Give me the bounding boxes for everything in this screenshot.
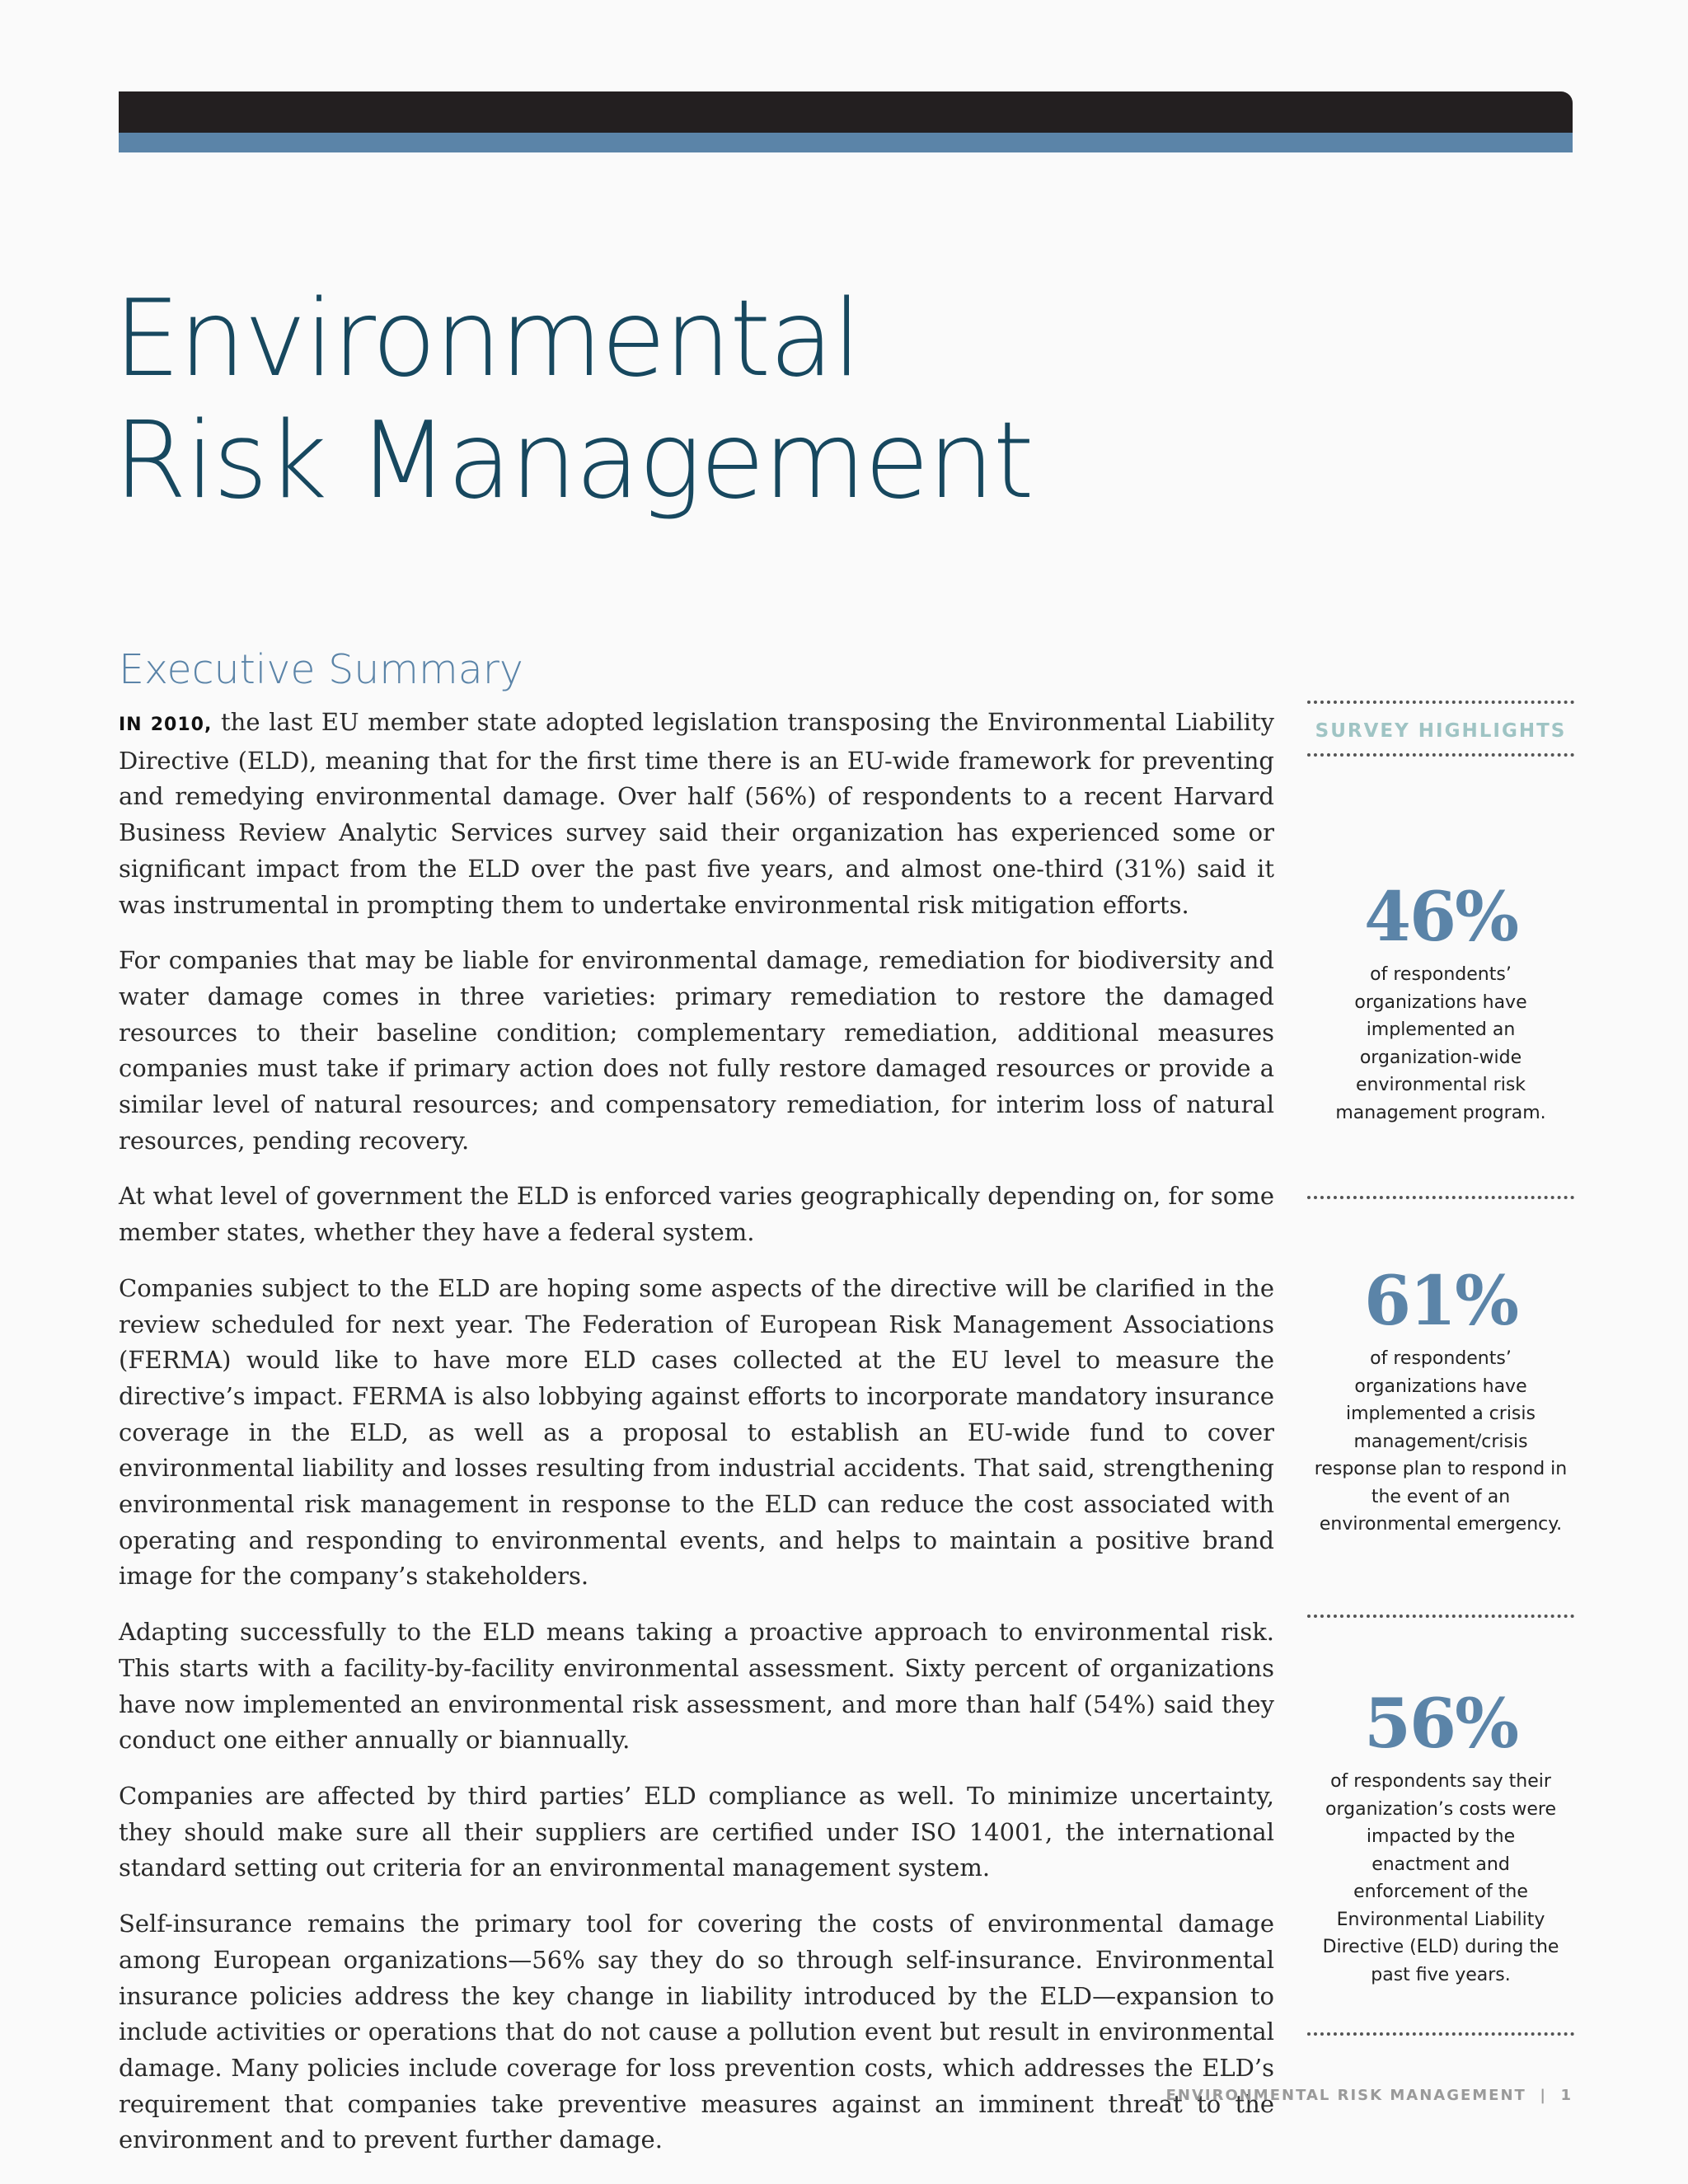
page-footer: ENVIRONMENTAL RISK MANAGEMENT | 1 [1165, 2087, 1573, 2104]
divider [1307, 1615, 1574, 1618]
paragraph-1 [119, 705, 1274, 923]
title-line-2: Risk Management [114, 400, 1033, 523]
paragraph-5: Adapting successfully to the ELD means taking a proactive approach to environmental risk. This starts with a facility-by-facility environmental assessment. Sixty percent of organizations have now implemented an environmental risk assessment, and more than half (54%) said they conduct one either annually or biannually. [119, 1618, 1274, 1755]
title-line-1: Environmental [114, 278, 860, 401]
paragraph-2: For companies that may be liable for environmental damage, remediation for biodiversity and water damage comes in three varieties: primary remediation to restore the damaged resources to their baseline condition; complementary remediation, additional measures companies must take if primary action does not fully restore damaged resources or provide a similar level of natural resources; and compensatory remediation, for interim loss of natural resources, pending recovery. [119, 946, 1274, 1155]
section-heading: Executive Summary [119, 646, 523, 693]
divider [1307, 753, 1574, 757]
sidebar-label: SURVEY HIGHLIGHTS [1315, 720, 1567, 742]
stat-description: of respondents say their organization’s costs were impacted by the enactment and enforcement of the Environmental Liability Directive (ELD) during the past five years. [1322, 1771, 1559, 1985]
paragraph-1-text: the last EU member state adopted legislation transposing the Environmental Liability Directive (ELD), meaning that for the first time there is an EU-wide framework for preventing and remedying environmental damage. Over half (56%) of respondents to a recent Harvard Business Review Analytic Services survey said their organization has experienced some or significant impact from the ELD over the past five years, and almost one-third (31%) said it was instrumental in prompting them to undertake environmental risk mitigation efforts. [119, 708, 1274, 919]
paragraph-7: Self-insurance remains the primary tool for covering the costs of environmental damage among European organizations—56% say they do so through self-insurance. Environmental insurance policies address the key change in liability introduced by the ELD—expansion to include activities or operations that do not cause a pollution event but result in environmental damage. Many policies include coverage for loss prevention costs, which addresses the ELD’s requirement that companies take preventive measures against an imminent threat to the environment and to prevent further damage. [119, 1910, 1274, 2154]
stat-value: 61% [1363, 1262, 1518, 1341]
article-body [119, 705, 1274, 2178]
divider [1307, 2032, 1574, 2036]
lead-in: IN 2010, [119, 715, 213, 735]
header-bar-dark [119, 91, 1573, 133]
paragraph-3: At what level of government the ELD is enforced varies geographically depending on, for some member states, whether they have a federal system. [119, 1182, 1274, 1247]
stat-value: 46% [1363, 878, 1518, 957]
stat-block [1307, 1264, 1574, 1539]
stat-description: of respondents’ organizations have implemented an organization-wide environmental risk management program. [1335, 964, 1546, 1123]
page-title [114, 279, 1033, 523]
paragraph-6: Companies are affected by third parties’ ELD compliance as well. To minimize uncertainty, they should make sure all their suppliers are certified under ISO 14001, the international standard setting out criteria for an environmental management system. [119, 1781, 1274, 1882]
survey-highlights-sidebar [1307, 701, 1574, 1985]
stat-value: 56% [1363, 1685, 1518, 1764]
paragraph-4: Companies subject to the ELD are hoping some aspects of the directive will be clarified in the review scheduled for next year. The Federation of European Risk Management Associations (FERMA) would like to have more ELD cases collected at the EU level to measure the directive’s impact. FERMA is also lobbying against efforts to incorporate mandatory insurance coverage in the ELD, as well as a proposal to establish an EU-wide fund to cover environmental liability and losses resulting from industrial accidents. That said, strengthening environmental risk management in response to the ELD can reduce the cost associated with operating and responding to environmental events, and helps to maintain a positive brand image for the company’s stakeholders. [119, 1273, 1274, 1591]
stat-block [1307, 1687, 1574, 1989]
stat-description: of respondents’ organizations have implemented a crisis management/crisis response plan to respond in the event of an environmental emergency. [1314, 1348, 1568, 1535]
stat-block [1307, 880, 1574, 1127]
header-bar-blue [119, 133, 1573, 152]
divider [1307, 1196, 1574, 1199]
